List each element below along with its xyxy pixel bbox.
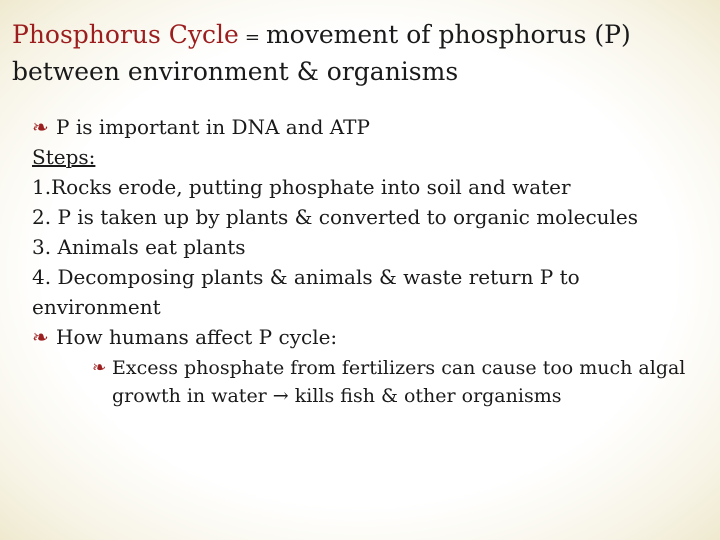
bullet-text-humans: How humans affect P cycle: <box>56 325 338 349</box>
step-3: 3. Animals eat plants <box>32 235 246 259</box>
step-4: 4. Decomposing plants & animals & waste return P to environment <box>32 265 580 319</box>
bullet-point-humans <box>32 322 692 352</box>
title-term: Phosphorus Cycle <box>12 20 239 49</box>
fleuron-bullet-icon: ❧ <box>92 358 107 378</box>
sub-bullet-fertilizers <box>92 354 692 410</box>
steps-label: Steps: <box>32 145 96 169</box>
sub-bullet-text-fertilizers: Excess phosphate from fertilizers can cause too much algal growth in water → kills fish & other organisms <box>112 357 686 407</box>
bullet-text-dna-atp: P is important in DNA and ATP <box>56 115 370 139</box>
step-2: 2. P is taken up by plants & converted to organic molecules <box>32 205 639 229</box>
fleuron-bullet-icon: ❧ <box>32 325 49 349</box>
bullet-point-dna-atp <box>32 112 692 142</box>
title-definition: movement of phosphorus (P) between environment & organisms <box>12 20 631 86</box>
step-1: 1.Rocks erode, putting phosphate into soil and water <box>32 175 571 199</box>
title-separator: = <box>244 27 260 48</box>
slide-body <box>32 112 692 410</box>
slide-title <box>12 18 708 89</box>
fleuron-bullet-icon: ❧ <box>32 115 49 139</box>
